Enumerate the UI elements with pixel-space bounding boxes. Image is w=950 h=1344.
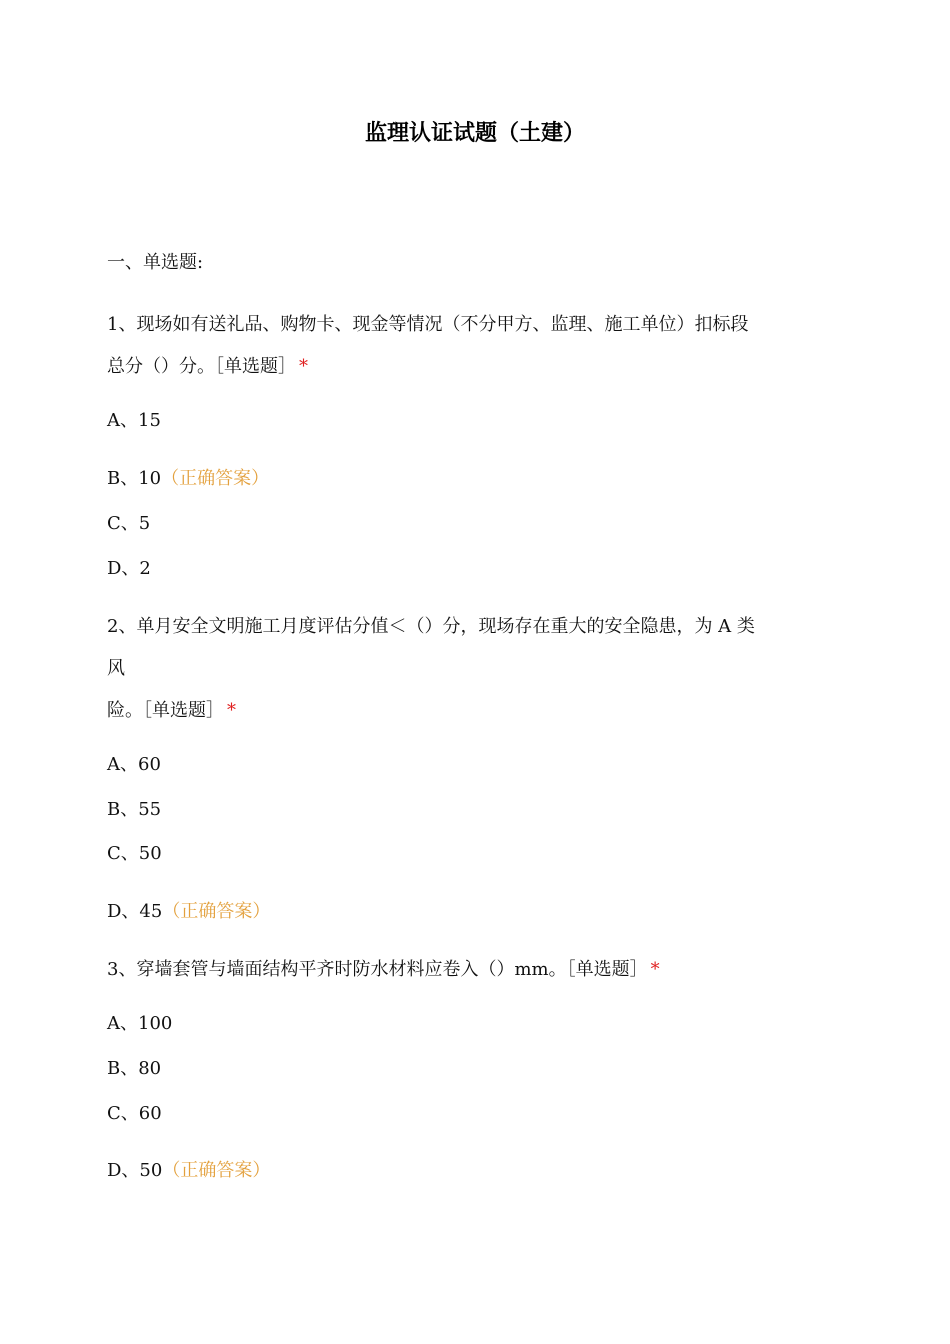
question-3-option-c[interactable] (107, 1102, 162, 1126)
question-3-option-d[interactable] (107, 1159, 270, 1183)
option-text: B、10 (107, 468, 162, 489)
question-3-line-1-text: 3、穿墙套管与墙面结构平齐时防水材料应卷入（）mm。 (107, 959, 567, 980)
option-text: D、45 (107, 901, 163, 922)
question-1-line-2 (107, 355, 308, 379)
question-3-required-mark: * (650, 959, 660, 980)
question-3-option-b[interactable] (107, 1057, 161, 1081)
question-2-type-tag: ［单选题］ (143, 700, 224, 721)
question-2-option-a[interactable] (107, 753, 161, 777)
question-2-required-mark: * (227, 700, 236, 721)
section-heading: 一、单选题: (107, 252, 204, 273)
question-1-type-tag: ［单选题］ (215, 356, 296, 377)
option-text: B、80 (107, 1058, 162, 1079)
option-text: C、50 (107, 843, 162, 864)
correct-answer-label: （正确答案） (162, 901, 271, 922)
question-1-option-a[interactable] (107, 409, 161, 433)
correct-answer-label: （正确答案） (162, 1160, 271, 1181)
question-1-required-mark: * (299, 356, 308, 377)
option-text: D、50 (107, 1160, 163, 1181)
question-1-line-1: 1、现场如有送礼品、购物卡、现金等情况（不分甲方、监理、施工单位）扣标段 (107, 314, 749, 335)
question-3-line-1 (107, 958, 660, 982)
question-1-line-2-text: 总分（）分。 (107, 356, 215, 377)
question-3-option-a[interactable] (107, 1012, 172, 1036)
option-text: B、55 (107, 799, 162, 820)
question-3-type-tag: ［单选题］ (566, 959, 648, 980)
option-text: A、100 (107, 1013, 173, 1034)
option-text: C、60 (107, 1103, 162, 1124)
correct-answer-label: （正确答案） (161, 468, 270, 489)
question-2-option-d[interactable] (107, 900, 270, 924)
question-2-line-1: 2、单月安全文明施工月度评估分值＜（）分，现场存在重大的安全隐患，为 A 类 (107, 616, 755, 637)
option-text: D、2 (107, 558, 151, 579)
option-text: A、15 (107, 410, 161, 431)
question-1-option-c[interactable] (107, 512, 150, 536)
option-text: C、5 (107, 513, 151, 534)
question-2-line-2: 风 (107, 658, 125, 679)
page-title: 监理认证试题（土建） (364, 121, 585, 146)
question-2-option-c[interactable] (107, 842, 162, 866)
question-1-option-b[interactable] (107, 467, 269, 491)
option-text: A、60 (107, 754, 161, 775)
question-2-line-3-text: 险。 (107, 700, 143, 721)
question-1-option-d[interactable] (107, 557, 151, 581)
question-2-option-b[interactable] (107, 798, 161, 822)
question-2-line-3 (107, 699, 236, 723)
